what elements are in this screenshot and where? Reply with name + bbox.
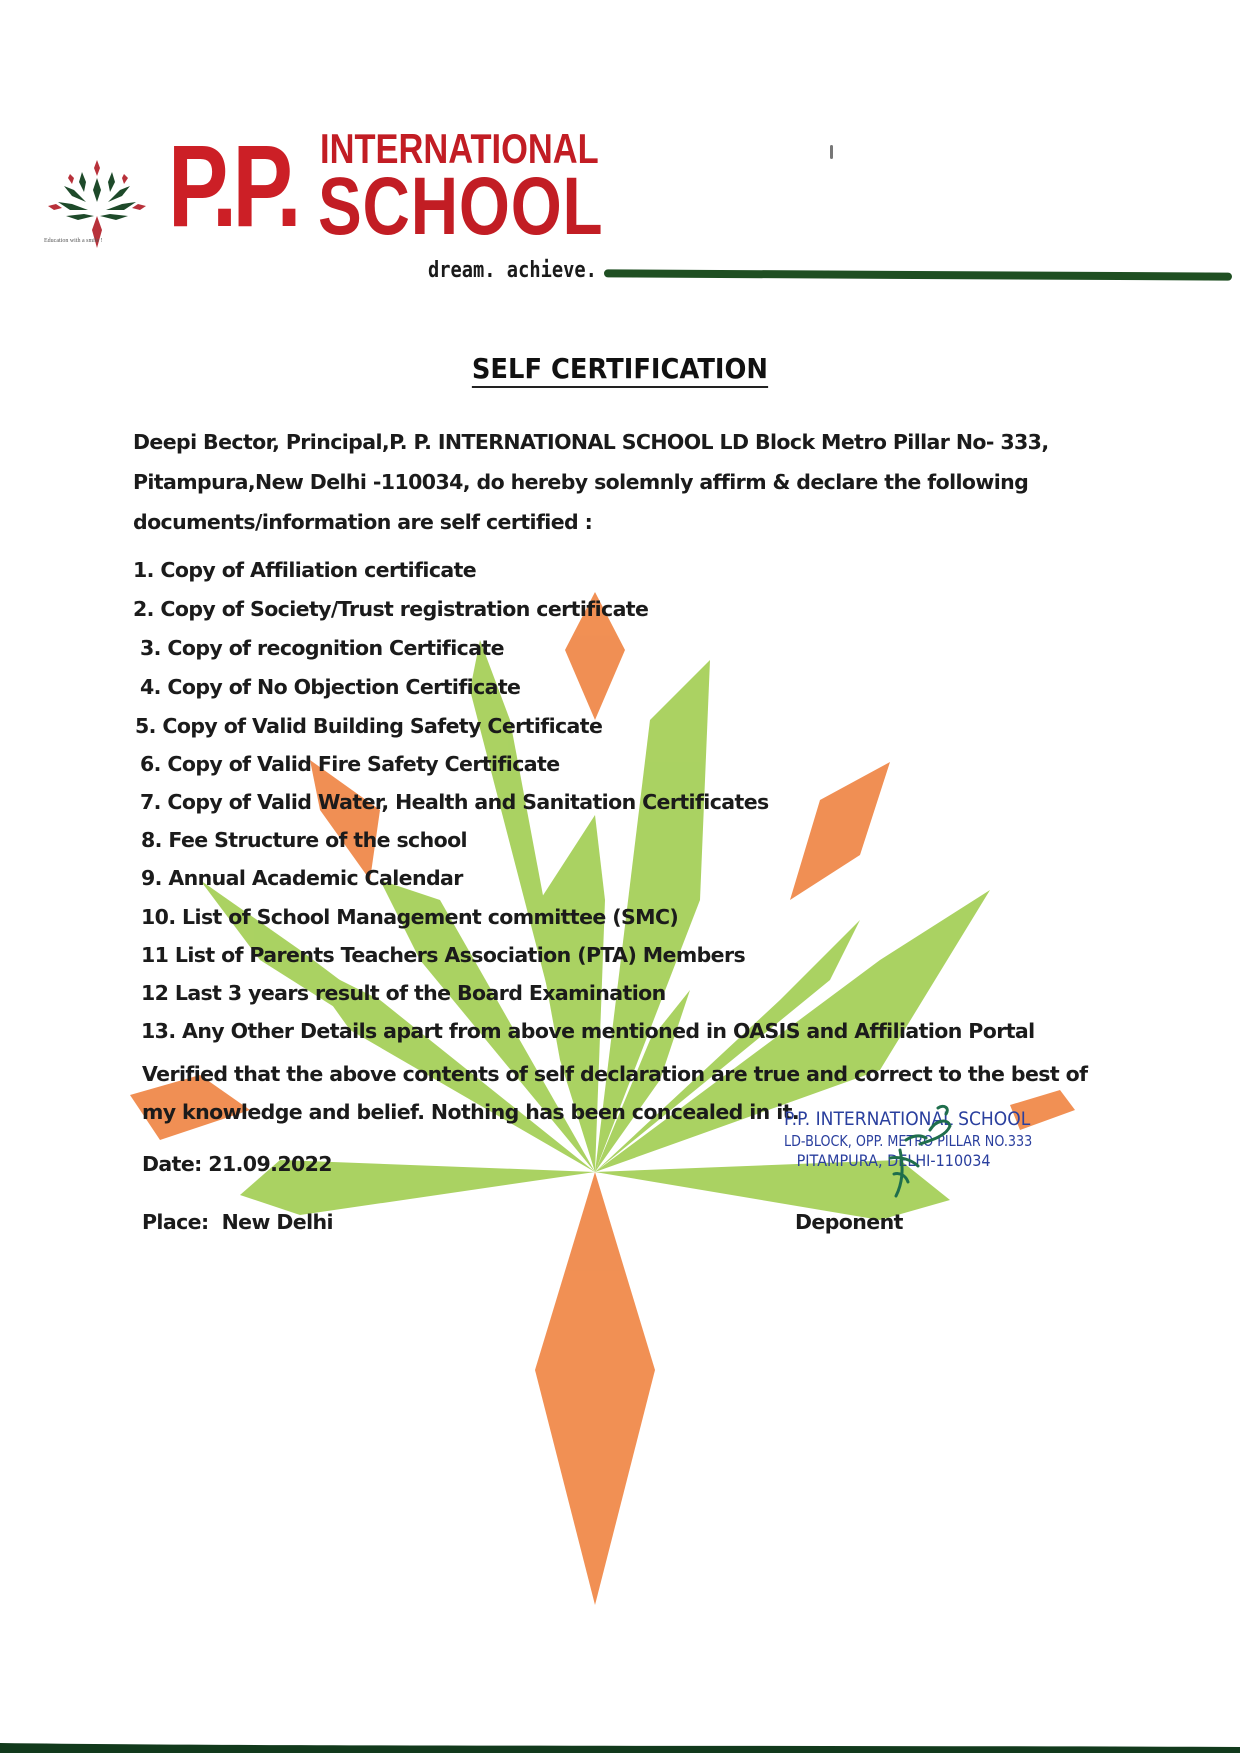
- verification-line: Verified that the above contents of self declaration are true and correct to the best of: [142, 1062, 1088, 1086]
- list-item: 11 List of Parents Teachers Association (PTA) Members: [141, 943, 746, 967]
- list-item: 6. Copy of Valid Fire Safety Certificate: [140, 752, 560, 776]
- verification-line: my knowledge and belief. Nothing has been concealed in it.: [142, 1100, 800, 1124]
- intro-line: Pitampura,New Delhi -110034, do hereby solemnly affirm & declare the following: [133, 470, 1029, 494]
- school-logo-icon: [44, 150, 150, 250]
- signature-icon: [860, 1100, 970, 1200]
- logo-caption: Education with a smile !: [44, 238, 103, 244]
- deponent-label: Deponent: [795, 1210, 903, 1234]
- list-item: 1. Copy of Affiliation certificate: [133, 558, 477, 582]
- list-item: 3. Copy of recognition Certificate: [140, 636, 504, 660]
- list-item: 12 Last 3 years result of the Board Examination: [141, 981, 666, 1005]
- list-item: 9. Annual Academic Calendar: [141, 866, 463, 890]
- brand-tagline: dream. achieve.: [428, 258, 597, 283]
- list-item: 4. Copy of No Objection Certificate: [140, 675, 521, 699]
- stamp-line: PITAMPURA, DELHI-110034: [796, 1151, 991, 1170]
- stamp-line: P.P. INTERNATIONAL SCHOOL: [784, 1108, 1031, 1130]
- scan-edge: [0, 1741, 1240, 1753]
- intro-line: Deepi Bector, Principal,P. P. INTERNATIONAL SCHOOL LD Block Metro Pillar No- 333,: [133, 430, 1049, 454]
- scan-artifact: [830, 145, 833, 159]
- list-item: 10. List of School Management committee (SMC): [141, 905, 679, 929]
- list-item: 13. Any Other Details apart from above mentioned in OASIS and Affiliation Portal: [141, 1019, 1035, 1043]
- brand-line-international: INTERNATIONAL: [320, 125, 599, 172]
- document-title-text: SELF CERTIFICATION: [472, 352, 768, 388]
- document-title: [0, 352, 1240, 388]
- intro-line: documents/information are self certified :: [133, 510, 593, 534]
- stamp-line: LD-BLOCK, OPP. METRO PILLAR NO.333: [784, 1132, 1033, 1150]
- brand-line-school: SCHOOL: [318, 161, 604, 252]
- list-item: 2. Copy of Society/Trust registration certificate: [133, 597, 649, 621]
- brand-initials: P.P.: [168, 121, 297, 251]
- declaration-date: Date: 21.09.2022: [142, 1152, 332, 1176]
- list-item: 5. Copy of Valid Building Safety Certificate: [135, 714, 603, 738]
- intro-paragraph: [133, 422, 1113, 542]
- list-item: 8. Fee Structure of the school: [141, 828, 467, 852]
- declaration-place: Place: New Delhi: [142, 1210, 333, 1234]
- list-item: 7. Copy of Valid Water, Health and Sanitation Certificates: [140, 790, 769, 814]
